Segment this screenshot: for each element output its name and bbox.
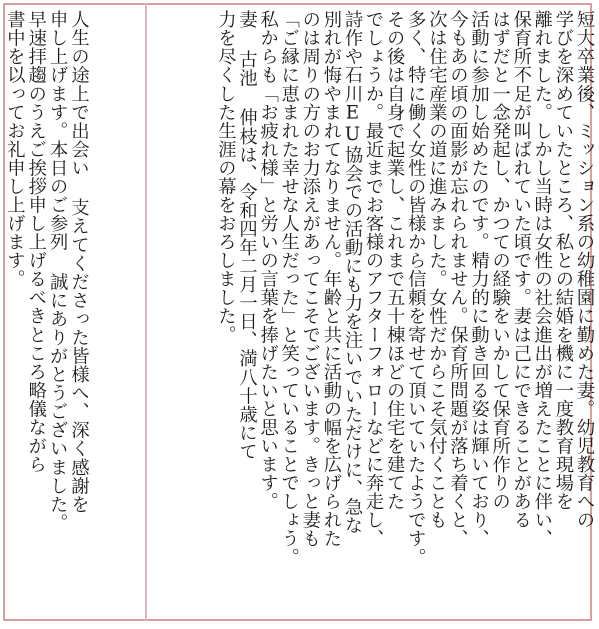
message-line: 今もあの頃の面影が忘れられません。保育所問題が落ち着くと、 [447,10,469,548]
greeting-line: 早速拝趨のうえご挨拶申し上げるべきところ略儀ながら [25,10,47,474]
message-line: のは周りの方のお力添えがあってこそでございます。きっと妻も [299,10,321,548]
message-line: 次は住宅産業の道に進みました。女性だからこそ気付くことも [426,10,448,530]
column-divider [145,3,147,621]
message-line: 力を尽くした生涯の幕をおろしました。 [215,10,237,344]
greeting-line: 人生の途上で出会い 支えてくださった皆様へ、深く感謝を [68,10,90,514]
message-line: 詩作や石川EU協会での活動にも力を注いでいただけに、急な [341,10,363,535]
message-line: 多く、特に働く女性の皆様から信頼を寄せて頂いていたようです。 [405,10,427,567]
message-line: 短大卒業後、ミッション系の幼稚園に勤めた妻。幼児教育への [574,10,595,530]
main-message-block [213,10,593,566]
message-line: 活動に参加し始めたのです。精力的に動き回る姿は輝いており、 [468,10,490,548]
message-line: その後は自身で起業し、これまで五十棟ほどの住宅を建てた [384,10,406,511]
message-line: 別れが悔やまれてなりません。年齢と共に活動の幅を広げられた [320,10,342,548]
message-line: はずだと一念発起し、かつての経験をいかして保育所作りの [489,10,511,511]
message-line: 妻 古池 伸枝は、令和四年二月一日、満八十歳にて [236,10,258,461]
greeting-line: 書中を以ってお礼申し上げます。 [4,10,26,289]
closing-greeting-block [2,10,88,532]
greeting-line: 申し上げます。本日のご参列 誠にありがとうございました。 [47,10,69,532]
message-line: 学びを深めていたところ、私との結婚を機に一度教育現場を [552,10,574,511]
message-line: でしょうか。最近までお客様のアフターフォローなどに奔走し、 [363,10,385,548]
message-line: 「ご縁に恵まれた幸せな人生だった」と笑っていることでしょう。 [278,10,300,567]
message-line: 離れました。しかし当時は女性の社会進出が増えたことに伴い、 [531,10,553,548]
message-line: 保育所不足が叫ばれていた頃です。妻は己にできることがある [510,10,532,530]
message-line: 私からも「お疲れ様」と労いの言葉を捧げたいと思います。 [257,10,279,511]
